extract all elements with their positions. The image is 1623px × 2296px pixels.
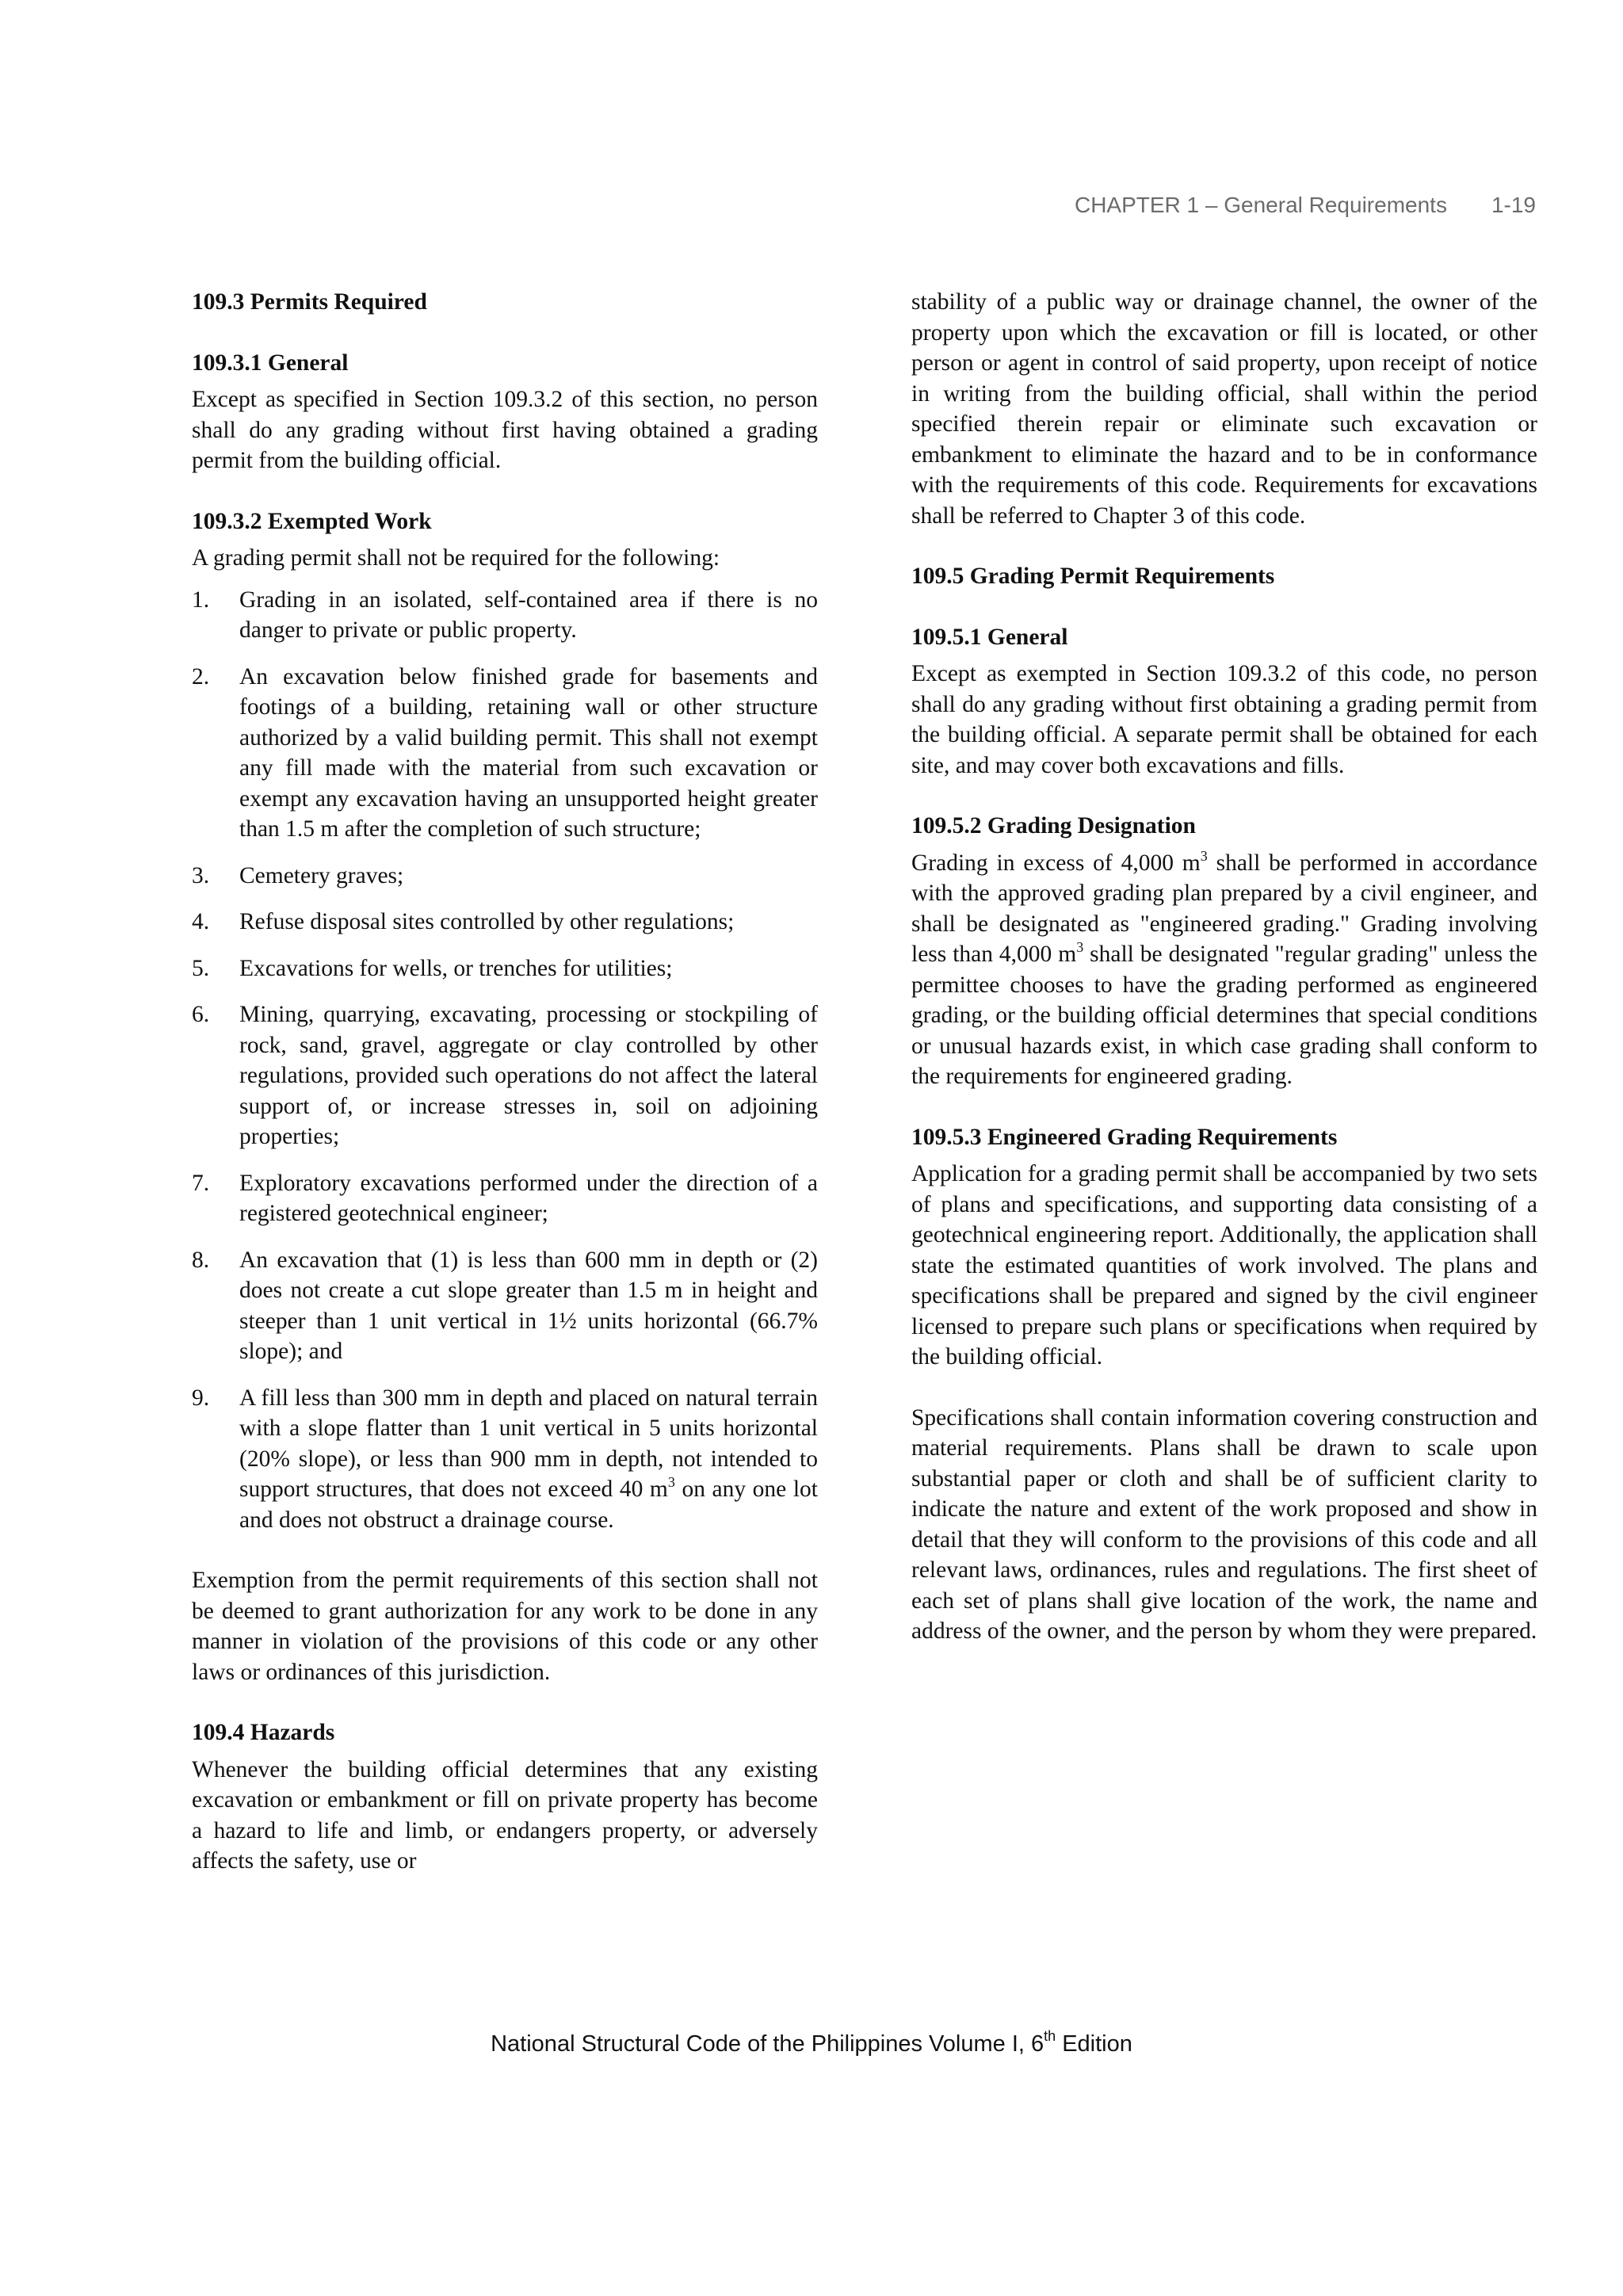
list-item: 4. Refuse disposal sites controlled by other regulations;	[192, 909, 735, 934]
list-item: 7. Exploratory excavations performed under the direction of a registered geotechnical engineer;	[192, 1170, 818, 1226]
section-109-3-2-heading: 109.3.2 Exempted Work	[192, 508, 432, 534]
running-footer: National Structural Code of the Philippines Volume I, 6th Edition	[491, 2028, 1132, 2057]
section-109-4	[192, 1717, 818, 1877]
section-109-5-3-heading: 109.5.3 Engineered Grading Requirements	[911, 1124, 1338, 1150]
section-109-4-continued	[911, 287, 1537, 531]
specifications-text: Specifications shall contain information covering construction and material requirements. Plans shall be drawn to scale upon substantial paper or cloth and shall be of sufficient clarity to indicate the nature and extent of the work proposed and show in detail that they will conform to the provisions of this code and all relevant laws, ordinances, rules and regulations. The first sheet of each set of plans shall give location of the work, the name and address of the owner, and the person by whom they were prepared.	[911, 1404, 1537, 1644]
right-column	[911, 287, 1537, 1677]
exemption-list	[192, 585, 818, 1536]
section-109-4-continued-text: stability of a public way or drainage channel, the owner of the property upon which the excavation or fill is located, or other person or agent in control of said property, upon receipt of notice in writing from the building official, shall within the period specified therein repair or eliminate such excavation or embankment to eliminate the hazard and to be in conformance with the requirements of this code. Requirements for excavations shall be referred to Chapter 3 of this code.	[911, 289, 1537, 529]
exemption-note-text: Exemption from the permit requirements of this section shall not be deemed to grant authorization for any work to be done in any manner in violation of the provisions of this code or any other laws or ordinances of this jurisdiction.	[192, 1568, 818, 1685]
list-item: 6. Mining, quarrying, excavating, processing or stockpiling of rock, sand, gravel, aggregate or clay controlled by other regulations, provided such operations do not affect the lateral support of, or increase stresses in, soil on adjoining properties;	[192, 1002, 818, 1149]
section-109-5-1	[911, 622, 1537, 781]
left-column	[192, 287, 818, 1907]
list-item: 1. Grading in an isolated, self-contained area if there is no danger to private or public property.	[192, 586, 818, 643]
section-109-5-3-text: Application for a grading permit shall be accompanied by two sets of plans and specifications, and supporting data consisting of a geotechnical engineering report. Additionally, the application shall state the estimated quantities of work involved. The plans and specifications shall be prepared and signed by the civil engineer licensed to prepare such plans or specifications when required by the building official.	[911, 1161, 1537, 1370]
running-header	[1075, 193, 1536, 218]
section-109-4-heading: 109.4 Hazards	[192, 1720, 335, 1745]
list-item: 3. Cemetery graves;	[192, 862, 404, 888]
section-109-3-1-heading: 109.3.1 General	[192, 350, 349, 376]
section-109-5-1-heading: 109.5.1 General	[911, 624, 1068, 650]
section-109-3-1	[192, 348, 818, 476]
section-109-5-2	[911, 811, 1537, 1092]
exemption-note	[192, 1565, 818, 1687]
section-109-5-3	[911, 1122, 1537, 1373]
specifications-paragraph	[911, 1403, 1537, 1647]
chapter-title: CHAPTER 1 – General Requirements	[1074, 193, 1447, 217]
list-item: 9. A fill less than 300 mm in depth and placed on natural terrain with a slope flatter than 1 unit vertical in 5 units horizontal (20% slope), or less than 900 mm in depth, not intended to support structures, that does not exceed 40 $m^3$ on any one lot and does not obstruct a drainage course.	[192, 1385, 818, 1533]
section-109-3-2-intro: A grading permit shall not be required for the following:	[192, 545, 720, 571]
list-item: 2. An excavation below finished grade for basements and footings of a building, retaining wall or other structure authorized by a valid building permit. This shall not exempt any fill made with the material from such excavation or exempt any excavation having an unsupported height greater than 1.5 m after the completion of such structure;	[192, 663, 818, 842]
section-109-3-2	[192, 506, 818, 1536]
section-109-5-2-text: Grading in excess of 4,000 $m^3$ shall be performed in accordance with the approved grading plan prepared by a civil engineer, and shall be designated as "engineered grading." Grading involving less than 4,000 $m^3$ shall be designated "regular grading" unless the permittee chooses to have the grading performed as engineered grading, or the building official determines that special conditions or unusual hazards exist, in which case grading shall conform to the requirements for engineered grading.	[911, 847, 1537, 1089]
page-number: 1-19	[1491, 193, 1536, 217]
section-109-5-2-heading: 109.5.2 Grading Designation	[911, 813, 1196, 839]
list-item: 5. Excavations for wells, or trenches for utilities;	[192, 955, 673, 981]
section-109-3-heading: 109.3 Permits Required	[192, 289, 427, 315]
section-109-3-1-text: Except as specified in Section 109.3.2 of this section, no person shall do any grading without first having obtained a grading permit from the building official.	[192, 387, 818, 473]
section-109-5-1-text: Except as exempted in Section 109.3.2 of this code, no person shall do any grading without first obtaining a grading permit from the building official. A separate permit shall be obtained for each site, and may cover both excavations and fills.	[911, 661, 1537, 778]
list-item: 8. An excavation that (1) is less than 600 mm in depth or (2) does not create a cut slope greater than 1.5 m in height and steeper than 1 unit vertical in 1½ units horizontal (66.7% slope); and	[192, 1247, 818, 1364]
section-109-5-heading: 109.5 Grading Permit Requirements	[911, 563, 1275, 589]
section-109-4-text: Whenever the building official determines that any existing excavation or embankment or fill on private property has become a hazard to life and limb, or endangers property, or adversely affects the safety, use or	[192, 1756, 818, 1874]
